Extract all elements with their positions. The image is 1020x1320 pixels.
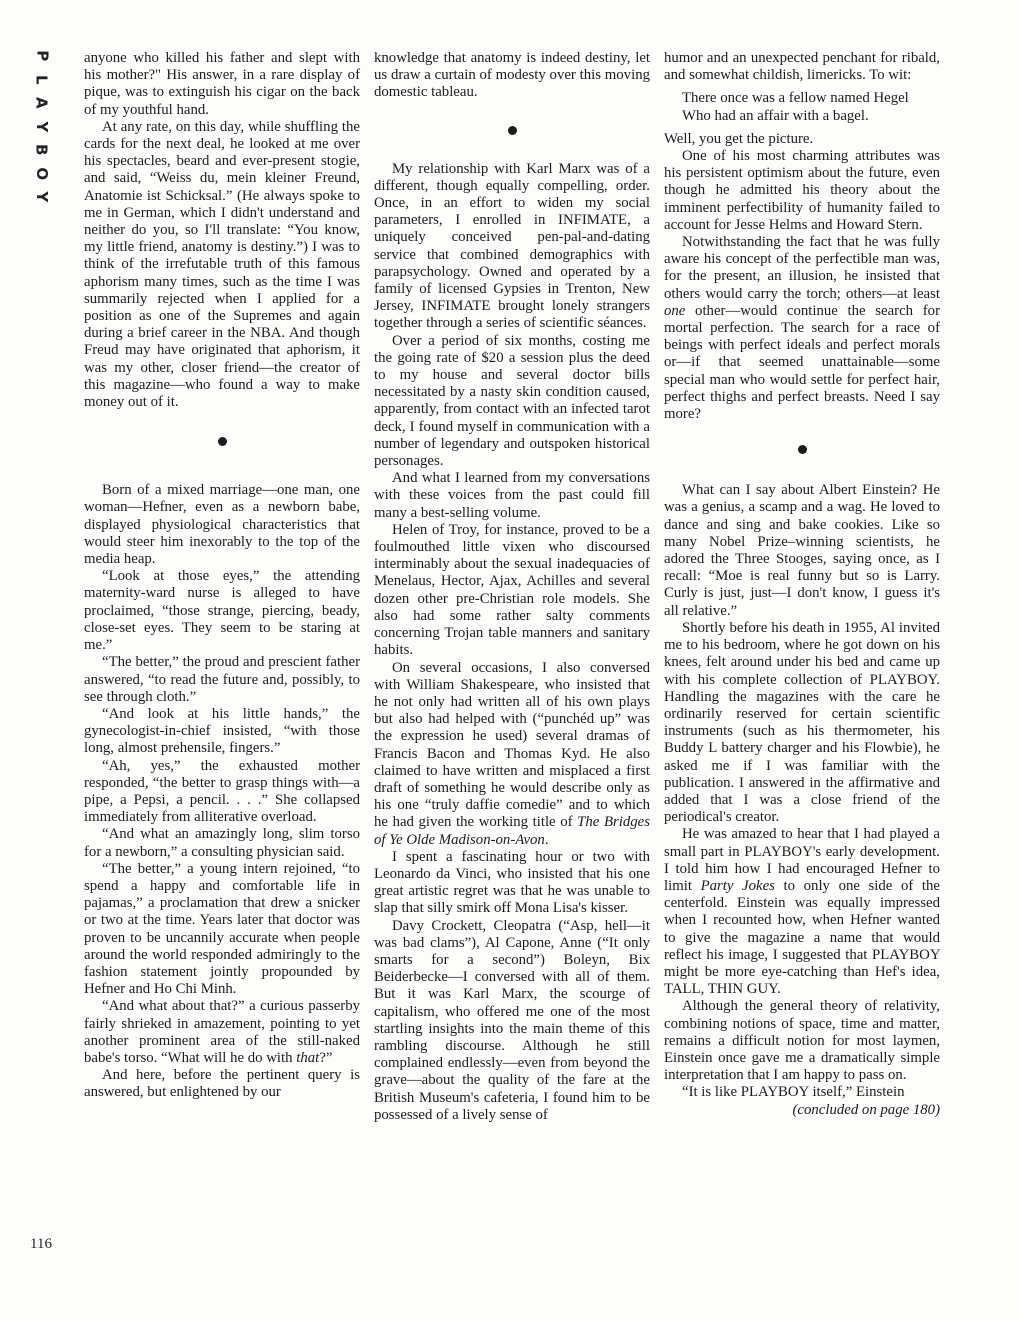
- running-head-letter: B: [32, 144, 51, 156]
- running-head-letter: P: [32, 50, 51, 62]
- paragraph: And here, before the pertinent query is answered, but enlightened by our: [84, 1067, 360, 1101]
- running-head: [26, 44, 56, 209]
- paragraph: And what I learned from my conversations with these voices from the past could fill many a best-selling volume.: [374, 470, 650, 521]
- text-run: “It is like: [682, 1084, 741, 1101]
- text-run: .: [776, 981, 781, 998]
- text-run: might be more eye-catching than Hef's idea,: [664, 963, 940, 980]
- text-run: On several occasions, I also conversed with William Shakespeare, who insisted that he not only had written all of his own plays but also had helped with (“punchéd up” was the expression he used) several dramas of Francis Bacon and Thomas Kyd. He also claimed to have written and misplaced a first draft of something he would describe only as his one “truly daffie comedie” and to which he had given the working title of: [374, 659, 650, 831]
- paragraph: Although the general theory of relativity, combining notions of space, time and matter, remains a difficult notion for most laymen, Einstein once gave me a dramatically simple interpretation that I am happy to pass on.: [664, 998, 940, 1084]
- small-caps-text: PLAYBOY: [740, 1084, 809, 1101]
- paragraph: anyone who killed his father and slept with his mother?" His answer, in a rare display of pique, was to extinguish his cigar on the back of my youthful hand.: [84, 50, 360, 118]
- paragraph: “The better,” the proud and prescient father answered, “to read the future and, possibly, to see through cloth.”: [84, 654, 360, 705]
- section-bullet: [798, 445, 807, 454]
- paragraph: “The better,” a young intern rejoined, “to spend a happy and comfortable life in pajamas,” a proclamation that drew a snicker or two at the time. Years later that doctor was proven to be uncannily accurate when people around the world responded admiringly to the fashion statement jointly propounded by Hefner and Ho Chi Minh.: [84, 860, 360, 998]
- page-number: 116: [30, 1236, 52, 1252]
- running-head-letter: L: [32, 74, 51, 85]
- text-run: .: [544, 831, 549, 848]
- limerick-line: Who had an affair with a bagel.: [682, 107, 869, 124]
- italic-title: The Bridges of Ye Olde Madison-on-Avon: [374, 814, 650, 848]
- small-caps-text: PLAYBOY: [872, 946, 940, 963]
- limerick-line: There once was a fellow named Hegel: [682, 90, 909, 107]
- running-head-letter: A: [32, 96, 51, 109]
- running-head-letter: O: [32, 166, 51, 180]
- paragraph: “Ah, yes,” the exhausted mother responded, “the better to grasp things with—a pipe, a Pepsi, a pencil. . . .” She collapsed immediately from alliterative overload.: [84, 757, 360, 826]
- paragraph: [664, 620, 940, 826]
- paragraph: Over a period of six months, costing me the going rate of $20 a session plus the deed to my house and several doctor bills necessitated by a nasty skin condition caused, apparently, from contact with an infected tarot deck, I found myself in communication with a number of legendary and outspoken historical personages.: [374, 332, 650, 470]
- italic-text: that: [296, 1049, 320, 1066]
- paragraph: Helen of Troy, for instance, proved to be a foulmouthed little vixen who discoursed interminably about the sexual inadequacies of Menelaus, Hector, Ajax, Achilles and several dozen other pre-Christian role models. She also had some rather salty comments concerning Trojan table manners and sanitary habits.: [374, 521, 650, 659]
- text-run: to only one side of the centerfold. Einstein was equally impressed when I recounted how, when Hefner wanted to give the magazine a name that would reflect his image, I suggested that: [664, 877, 940, 963]
- column-1: [84, 50, 360, 1102]
- column-2: [374, 50, 650, 1124]
- running-head-letter: Y: [32, 191, 51, 203]
- text-run: Shortly before his death in 1955, Al invited me to his bedroom, where he got down on his knees, felt around under his bed and came up with his complete collection of: [664, 619, 940, 688]
- paragraph: “Look at those eyes,” the attending maternity-ward nurse is alleged to have proclaimed, “those strange, piercing, beady, close-set eyes. They seem to be staring at me.”: [84, 568, 360, 654]
- paragraph: [664, 826, 940, 998]
- italic-text: Party Jokes: [700, 877, 775, 894]
- text-run: itself,” Einstein: [808, 1084, 905, 1101]
- paragraph: Davy Crockett, Cleopatra (“Asp, hell—it was bad clams”), Al Capone, Anne (“It only smarts for a second”) Boleyn, Bix Beiderbecke—I conversed with all of them. But it was Karl Marx, the scourge of capitalism, who offered me one of the most startling insights into the main theme of this rambling discourse. Although he still complained endlessly—even from beyond the grave—about the quality of the fare at the British Museum's cafeteria, I found him to be possessed of a lively sense of: [374, 917, 650, 1123]
- section-bullet: [218, 437, 227, 446]
- text-run: Notwithstanding the fact that he was fully aware his concept of the perfectible man was, for the present, an illusion, he insisted that others would carry the torch; others—at least: [664, 234, 940, 302]
- paragraph: Well, you get the picture.: [664, 130, 814, 147]
- paragraph: One of his most charming attributes was his persistent optimism about the future, even though he admitted his theory about the imminent perfectibility of humanity failed to account for Jesse Helms and Howard Stern.: [664, 148, 940, 233]
- italic-text: one: [664, 302, 686, 319]
- paragraph: humor and an unexpected penchant for ribald, and somewhat childish, limericks. To wit:: [664, 50, 940, 84]
- paragraph: “And look at his little hands,” the gynecologist-in-chief insisted, “with those long, almost prehensile, fingers.”: [84, 705, 360, 757]
- text-run: ?”: [319, 1049, 333, 1066]
- text-run: He was amazed to hear that I had played a small part in: [664, 826, 940, 860]
- paragraph: What can I say about Albert Einstein? He was a genius, a scamp and a wag. He loved to dance and sing and bake cookies. Like so many Nobel Prize–winning scientists, he adored the Three Stooges, saying once, as I recall: “Moe is real funny but so is Larry. Curly is just, just—I don't know, I guess it's all relative.”: [664, 482, 940, 619]
- text-run: other—would continue the search for mortal perfection. The search for a race of beings with perfect ideals and perfect morals or—if that seemed unattainable—some special man who would settle for perfect hair, perfect thighs and perfect breasts. Need I say more?: [664, 302, 940, 423]
- paragraph: [84, 998, 360, 1067]
- paragraph: At any rate, on this day, while shuffling the cards for the next deal, he looked at me over his spectacles, beard and ever-present stogie, and said, “Weiss du, mein kleiner Freund, Anatomie ist Schicksal.” (He always spoke to me in German, which I didn't understand and neither do you, so I'll translate: “You know, my little friend, anatomy is destiny.”) I was to think of the irrefutable truth of this famous aphorism many times, such as the time I was summarily rejected when I applied for a position as one of the Supremes and again during a brief career in the NBA. And though Freud may have originated that aphorism, it was my other, closer friend—the creator of this magazine—who found a way to make money out of it.: [84, 118, 360, 411]
- small-caps-text: PLAYBOY: [744, 843, 813, 860]
- paragraph: My relationship with Karl Marx was of a different, though equally compelling, order. Once, in an effort to widen my social parameters, I enrolled in INFIMATE, a uniquely conceived pen-pal-and-dating service that combined demographics with parapsychology. Owned and operated by a family of licensed Gypsies in Trenton, New Jersey, INFIMATE brought lonely strangers together through a series of scientific séances.: [374, 160, 650, 332]
- text-run: “And what about that?” a curious passerby fairly shrieked in amazement, pointing to yet another prominent area of the still-naked babe's torso. “What will he do with: [84, 998, 360, 1066]
- column-3: [664, 50, 940, 1119]
- section-bullet: [508, 126, 517, 135]
- paragraph: I spent a fascinating hour or two with Leonardo da Vinci, who insisted that his one great artistic regret was that he was unable to slap that silly smirk off Mona Lisa's kisser.: [374, 848, 650, 917]
- paragraph: Born of a mixed marriage—one man, one woman—Hefner, even as a newborn babe, displayed physiological characteristics that would steer him inexorably to the top of the media heap.: [84, 482, 360, 568]
- paragraph: [374, 660, 650, 849]
- small-caps-text: TALL, THIN GUY: [664, 981, 777, 998]
- paragraph: [664, 234, 940, 423]
- running-head-letter: Y: [32, 120, 51, 132]
- paragraph: knowledge that anatomy is indeed destiny, let us draw a curtain of modesty over this moving domestic tableau.: [374, 50, 650, 101]
- continued-line: (concluded on page 180): [792, 1101, 940, 1118]
- text-run: 's early development. I told him how I had encouraged Hefner to limit: [664, 843, 940, 894]
- small-caps-text: PLAYBOY: [869, 671, 937, 688]
- paragraph: “And what an amazingly long, slim torso for a newborn,” a consulting physician said.: [84, 826, 360, 860]
- text-run: . Handling the magazines with the care he ordinarily reserved for certain scientific instruments (such as his thermometer, his Buddy L battery charger and his Flowbie), he asked me if I was familiar with the publication. I answered in the affirmative and added that I was a close friend of the periodical's creator.: [664, 671, 940, 826]
- paragraph: [664, 1084, 940, 1101]
